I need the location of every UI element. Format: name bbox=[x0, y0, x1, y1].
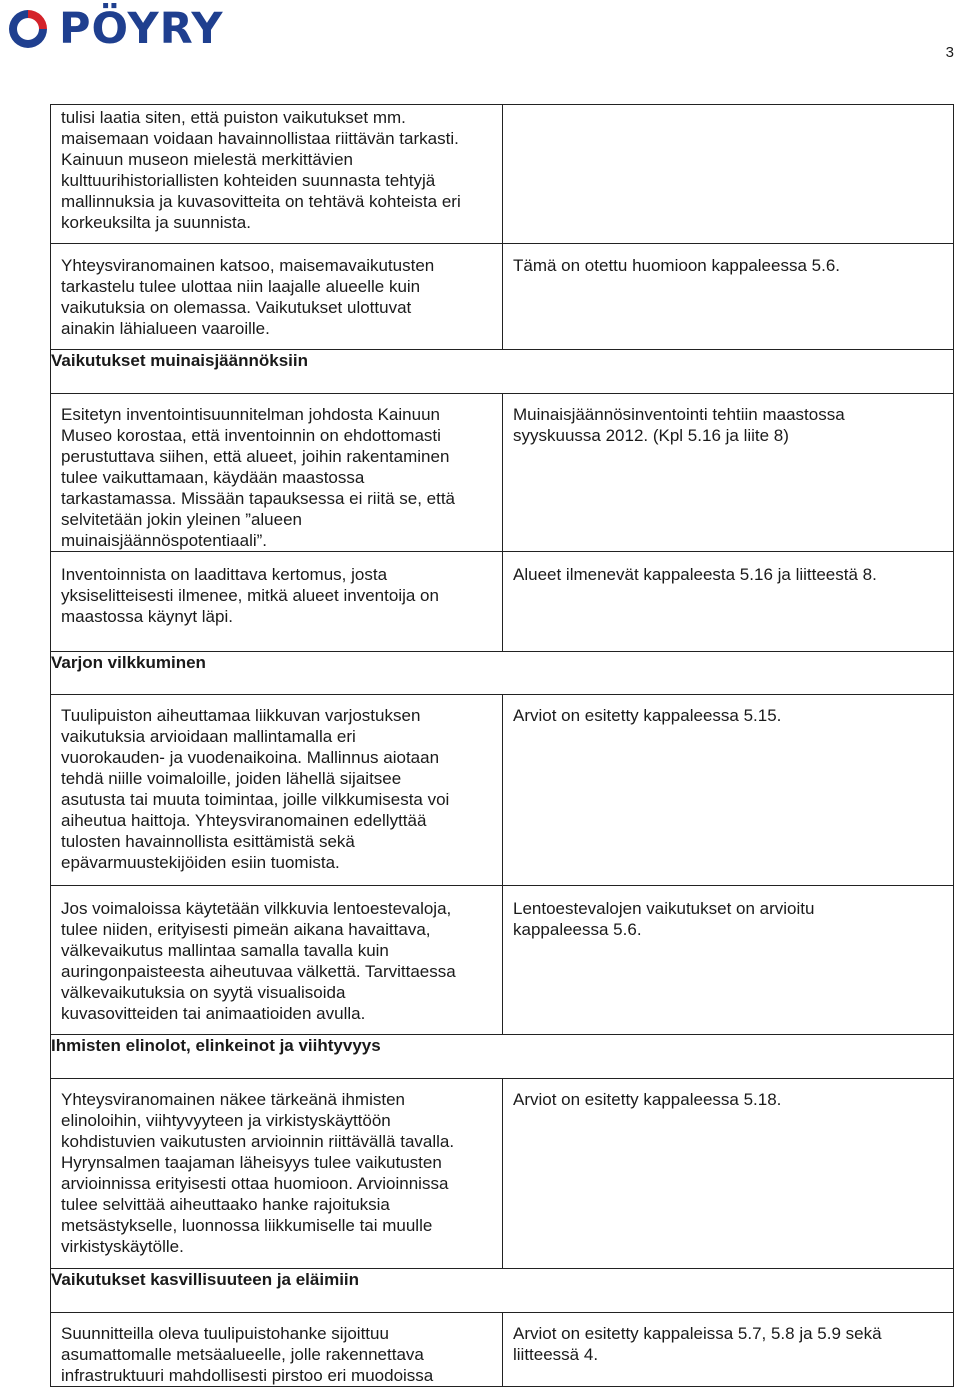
section-header-row bbox=[51, 1269, 954, 1313]
response-text: Muinaisjäännösinventointi tehtiin maastossa syyskuussa 2012. (Kpl 5.16 ja liite 8) bbox=[513, 405, 845, 445]
comment-cell bbox=[51, 394, 503, 552]
response-cell bbox=[503, 394, 954, 552]
table-row bbox=[51, 695, 954, 886]
response-cell bbox=[503, 1079, 954, 1269]
response-cell bbox=[503, 552, 954, 652]
comment-text: tulisi laatia siten, että puiston vaikutukset mm. maisemaan voidaan havainnollistaa riittävän tarkasti. Kainuun museon mielestä merkittävien kulttuurihistoriallisten kohteiden suunnasta tehtyjä mallinnuksia ja kuvasovitteita on tehtävä kohteista eri korkeuksilta ja suunnista. bbox=[61, 108, 461, 232]
response-cell bbox=[503, 1313, 954, 1387]
poyry-logo-icon bbox=[5, 6, 51, 52]
comment-cell bbox=[51, 1313, 503, 1387]
response-cell bbox=[503, 886, 954, 1035]
comment-cell bbox=[51, 244, 503, 350]
comment-cell bbox=[51, 695, 503, 886]
comment-text: Tuulipuiston aiheuttamaa liikkuvan varjostuksen vaikutuksia arvioidaan mallintamalla eri vuorokauden- ja vuodenaikoina. Mallinnus aiotaan tehdä niille voimaloille, joiden lähellä sijaitsee asutusta tai muuta toimintaa, joille vilkkumisesta voi aiheutua haittoja. Yhteysviranomainen edellyttää tulosten havainnollista esittämistä sekä epävarmuustekijöiden esiin tuomista. bbox=[61, 706, 450, 872]
response-text: Arviot on esitetty kappaleessa 5.15. bbox=[513, 706, 782, 725]
section-header-row bbox=[51, 1035, 954, 1079]
response-cell bbox=[503, 105, 954, 244]
comment-text: Inventoinnista on laadittava kertomus, josta yksiselitteisesti ilmenee, mitkä alueet inventoija on maastossa käynyt läpi. bbox=[61, 565, 439, 626]
comment-cell bbox=[51, 552, 503, 652]
comment-text: Yhteysviranomainen näkee tärkeänä ihmisten elinoloihin, viihtyvyyteen ja virkistyskäyttöön kohdistuvien vaikutusten arvioinnin riittävällä tavalla. Hyrynsalmen taajaman läheisyys tulee vaikutusten arvioinnissa erityisesti ottaa huomioon. Arvioinnissa tulee selvittää aiheuttaako hanke rajoituksia metsästykselle, luonnossa liikkumiselle tai muulle virkistyskäytölle. bbox=[61, 1090, 455, 1256]
comment-text: Esitetyn inventointisuunnitelman johdosta Kainuun Museo korostaa, että inventoinnin on ehdottomasti perustuttava siihen, että alueet, joihin rakentaminen tulee vaikuttamaan, käydään maastossa tarkastamassa. Missään tapauksessa ei riitä se, että selvitetään jokin yleinen ”alueen muinaisjäännöspotentiaali”. bbox=[61, 405, 456, 550]
table-row bbox=[51, 1079, 954, 1269]
section-header-row bbox=[51, 350, 954, 394]
comment-cell bbox=[51, 886, 503, 1035]
section-heading: Varjon vilkkuminen bbox=[51, 652, 954, 695]
section-heading: Vaikutukset muinaisjäännöksiin bbox=[51, 350, 954, 394]
comment-text: Jos voimaloissa käytetään vilkkuvia lentoestevaloja, tulee niiden, erityisesti pimeän aikana havaittava, välkevaikutus mallintaa samalla tavalla kuin auringonpaisteesta aiheutuvaa välkettä. Tarvittaessa välkevaikutuksia on syytä visualisoida kuvasovitteiden tai animaatioiden avulla. bbox=[61, 899, 456, 1023]
response-text: Arviot on esitetty kappaleissa 5.7, 5.8 ja 5.9 sekä liitteessä 4. bbox=[513, 1324, 882, 1364]
response-cell bbox=[503, 695, 954, 886]
comment-response-table bbox=[50, 104, 954, 1387]
response-text: Lentoestevalojen vaikutukset on arvioitu kappaleessa 5.6. bbox=[513, 899, 815, 939]
response-text: Arviot on esitetty kappaleessa 5.18. bbox=[513, 1090, 782, 1109]
table-row bbox=[51, 394, 954, 552]
table-row bbox=[51, 244, 954, 350]
page-number: 3 bbox=[945, 44, 954, 61]
section-heading: Vaikutukset kasvillisuuteen ja eläimiin bbox=[51, 1269, 954, 1313]
comment-cell bbox=[51, 1079, 503, 1269]
section-heading: Ihmisten elinolot, elinkeinot ja viihtyvyys bbox=[51, 1035, 954, 1079]
brand-name: PÖYRY bbox=[59, 4, 224, 54]
table-row bbox=[51, 105, 954, 244]
response-cell bbox=[503, 244, 954, 350]
table-row bbox=[51, 1313, 954, 1387]
company-logo bbox=[5, 6, 224, 52]
section-header-row bbox=[51, 652, 954, 695]
table-row bbox=[51, 886, 954, 1035]
comment-text: Suunnitteilla oleva tuulipuistohanke sijoittuu asumattomalle metsäalueelle, jolle rakennettava infrastruktuuri mahdollisesti pirstoo eri muodoissa bbox=[61, 1324, 434, 1385]
response-text: Alueet ilmenevät kappaleesta 5.16 ja liitteestä 8. bbox=[513, 565, 877, 584]
response-text: Tämä on otettu huomioon kappaleessa 5.6. bbox=[513, 256, 840, 275]
comment-cell bbox=[51, 105, 503, 244]
table-row bbox=[51, 552, 954, 652]
comment-text: Yhteysviranomainen katsoo, maisemavaikutusten tarkastelu tulee ulottaa niin laajalle alueelle kuin vaikutuksia on olemassa. Vaikutukset ulottuvat ainakin lähialueen vaaroille. bbox=[61, 256, 435, 338]
